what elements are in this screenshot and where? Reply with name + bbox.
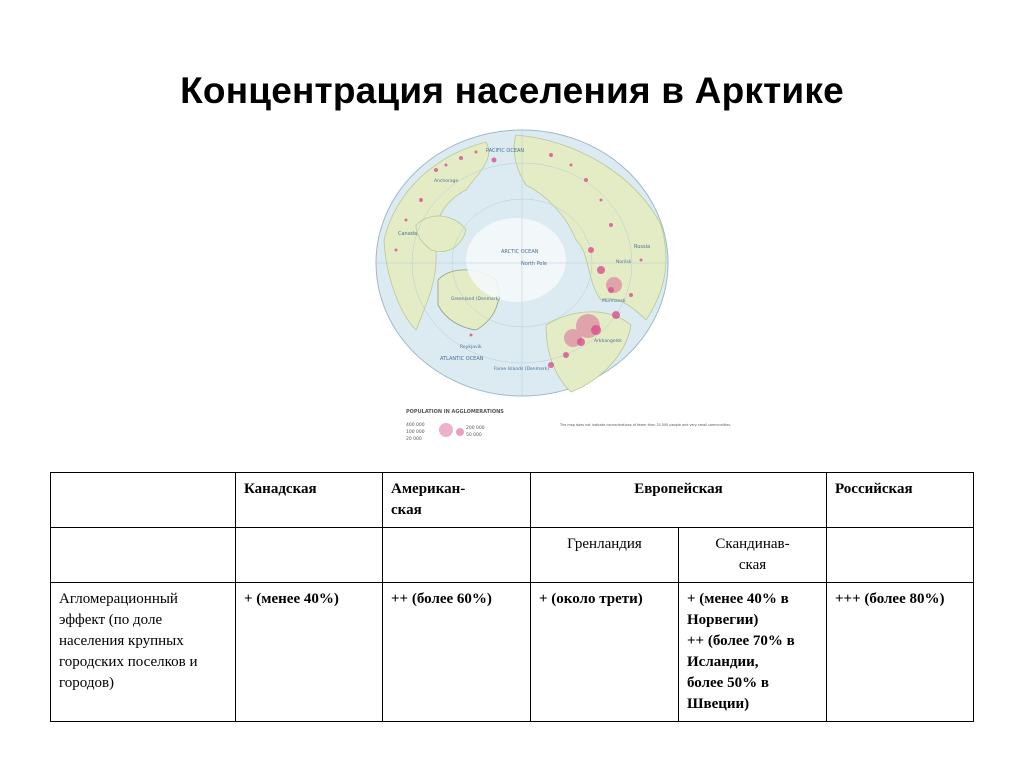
slide-title: Концентрация населения в Арктике — [180, 70, 844, 111]
subheader-empty-1 — [51, 528, 236, 583]
map-label-arctic: ARCTIC OCEAN — [501, 249, 539, 255]
map-label-murmansk: Murmansk — [602, 299, 626, 304]
cell-russian: +++ (более 80%) — [827, 583, 974, 722]
map-label-canada: Canada — [398, 231, 418, 237]
map-label-greenland: Greenland (Denmark) — [451, 297, 500, 302]
header-canadian: Канадская — [236, 473, 383, 528]
table-corner-cell — [51, 473, 236, 528]
map-label-atlantic: ATLANTIC OCEAN — [440, 356, 484, 362]
cell-american: ++ (более 60%) — [383, 583, 531, 722]
map-sea-ice — [466, 218, 566, 302]
map-label-anchorage: Anchorage — [434, 179, 459, 184]
map-legend-circle-small — [456, 428, 464, 436]
map-legend-size-4: 200 000 — [466, 426, 485, 431]
map-label-faroe: Faroe Islands (Denmark) — [494, 367, 549, 372]
map-svg — [376, 130, 732, 450]
header-american: Американ- ская — [383, 473, 531, 528]
cell-canadian: + (менее 40%) — [236, 583, 383, 722]
map-label-norilsk: Norilsk — [616, 260, 632, 265]
map-label-north-pole: North Pole — [521, 261, 547, 267]
subheader-empty-3 — [383, 528, 531, 583]
cell-greenland: + (около трети) — [531, 583, 679, 722]
header-european: Европейская — [531, 473, 827, 528]
subheader-scandinavian: Скандинав- ская — [679, 528, 827, 583]
map-legend-title: POPULATION IN AGGLOMERATIONS — [406, 409, 504, 415]
header-russian: Российская — [827, 473, 974, 528]
map-legend-size-2: 100 000 — [406, 430, 425, 435]
map-legend-note: The map does not indicate concentrations of fewer than 20 000 people and very small communities. — [560, 423, 732, 427]
map-legend-size-3: 20 000 — [406, 437, 422, 442]
map-label-pacific: PACIFIC OCEAN — [486, 148, 525, 154]
table-subheader-row — [51, 528, 974, 583]
map-legend-size-5: 50 000 — [466, 433, 482, 438]
table-row — [51, 583, 974, 722]
map-label-reykjavik: Reykjavik — [460, 345, 482, 350]
subheader-greenland: Гренландия — [531, 528, 679, 583]
table-header-row — [51, 473, 974, 528]
row-label-agglomeration: Агломерационный эффект (по доле населения крупных городских поселков и городов) — [51, 583, 236, 722]
subheader-empty-4 — [827, 528, 974, 583]
map-label-arkhangelsk: Arkhangelsk — [594, 339, 622, 344]
map-label-russia: Russia — [634, 244, 651, 250]
arctic-population-map — [376, 130, 732, 450]
subheader-empty-2 — [236, 528, 383, 583]
cell-scandinavian: + (менее 40% в Норвегии) ++ (более 70% в Исландии, более 50% в Швеции) — [679, 583, 827, 722]
region-comparison-table — [50, 472, 974, 722]
map-legend-circle-large — [439, 423, 453, 437]
map-legend-size-1: 400 000 — [406, 423, 425, 428]
